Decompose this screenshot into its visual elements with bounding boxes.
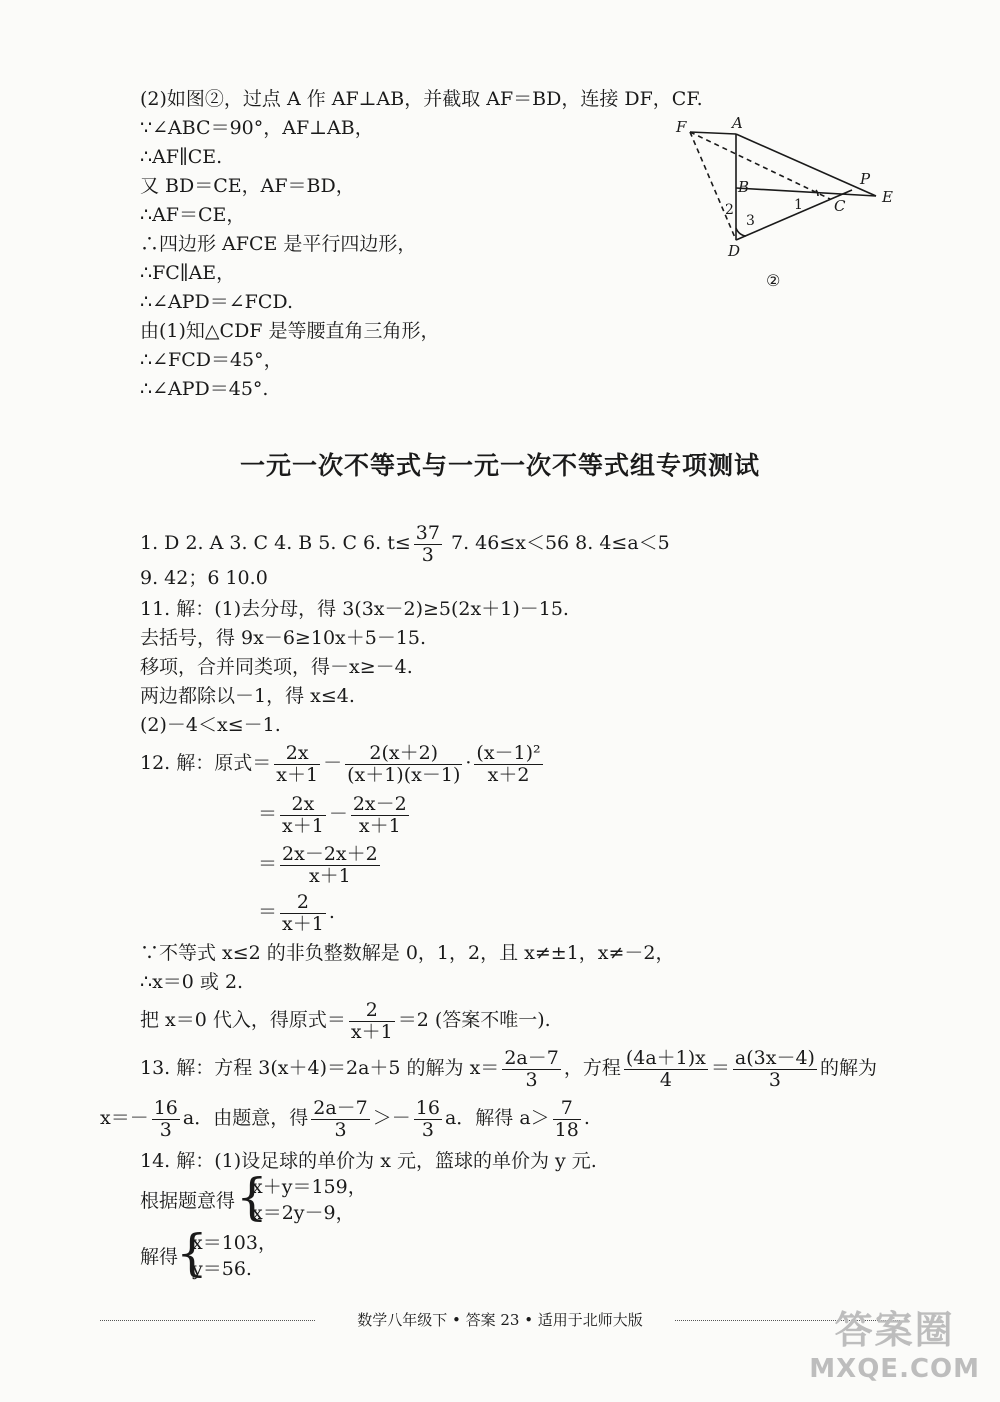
- q12-step-2: [258, 792, 412, 837]
- fraction-denominator: 3: [768, 1068, 781, 1091]
- proof-line-1: (2)如图②，过点 A 作 AF⊥AB，并截取 AF＝BD，连接 DF，CF.: [140, 88, 703, 110]
- fraction-numerator: 7: [553, 1098, 581, 1120]
- fraction-denominator: x＋1: [282, 814, 324, 837]
- fraction-numerator: (x－1)²: [476, 741, 541, 764]
- label-E: E: [882, 188, 893, 206]
- proof-line-8: ∴∠APD＝∠FCD.: [140, 291, 293, 313]
- label-angle-2: 2: [725, 202, 734, 218]
- system-row: x＋y＝159，: [252, 1176, 367, 1198]
- fraction: [280, 794, 326, 837]
- fraction: [349, 1000, 395, 1043]
- q11-line-4: 两边都除以－1，得 x≤4.: [140, 685, 355, 707]
- fraction: [474, 743, 542, 786]
- period: .: [583, 1107, 590, 1129]
- fraction-denominator: 3: [525, 1068, 538, 1091]
- fraction-numerator: 2: [280, 892, 326, 914]
- fraction: [152, 1098, 180, 1141]
- fraction-numerator: 2a－7: [313, 1096, 368, 1119]
- proof-line-4: 又 BD＝CE，AF＝BD，: [140, 175, 355, 197]
- q13-text: ，方程: [563, 1057, 621, 1079]
- q14-sys2-label: 解得: [140, 1246, 179, 1268]
- fraction-numerator: 2x: [280, 794, 326, 816]
- fraction-numerator: a(3x－4): [734, 1046, 815, 1069]
- angle-arc-D: [736, 228, 746, 236]
- operator: －: [323, 752, 343, 774]
- operator: －: [328, 803, 348, 825]
- proof-line-11: ∴∠APD＝45°.: [140, 378, 269, 400]
- equation-system-2: [176, 1224, 376, 1284]
- fraction-denominator: 3: [159, 1118, 172, 1141]
- figure-caption: ②: [766, 271, 781, 290]
- answer-6-fraction: [414, 523, 442, 566]
- segment-BE: [736, 188, 876, 196]
- proof-line-7: ∴FC∥AE，: [140, 262, 236, 284]
- label-B: B: [738, 178, 750, 196]
- q11-line-1: 11. 解：(1)去分母，得 3(3x－2)≥5(2x＋1)－15.: [140, 598, 569, 620]
- q12-step-4: [258, 890, 335, 935]
- fraction-numerator: 2: [349, 1000, 395, 1022]
- operator: ＝: [258, 803, 278, 825]
- q13-line-1: [140, 1046, 877, 1091]
- q12-line-5: ∵不等式 x≤2 的非负整数解是 0，1，2，且 x≠±1，x≠－2，: [140, 942, 675, 964]
- q13-text: a．由题意，得: [182, 1107, 309, 1129]
- system-row: x＝103，: [192, 1232, 277, 1254]
- q12-result: ＝2 (答案不唯一).: [397, 1009, 551, 1031]
- answers-7-8: 7. 46≤x＜56 8. 4≤a＜5: [450, 532, 670, 554]
- operator: ·: [465, 752, 472, 774]
- footer-rule-left: [100, 1320, 315, 1321]
- q13-text: 13. 解：方程 3(x＋4)＝2a＋5 的解为 x＝: [140, 1057, 500, 1079]
- q12-step-3: [258, 842, 383, 887]
- q13-text: x＝－: [100, 1107, 149, 1129]
- proof-line-6: ∴四边形 AFCE 是平行四边形，: [140, 233, 417, 255]
- q11-line-3: 移项，合并同类项，得－x≥－4.: [140, 656, 413, 678]
- label-A: A: [732, 114, 743, 132]
- label-angle-3: 3: [746, 213, 755, 229]
- q13-text: 的解为: [819, 1057, 877, 1079]
- proof-line-3: ∴AF∥CE.: [140, 146, 223, 168]
- proof-line-10: ∴∠FCD＝45°，: [140, 349, 283, 371]
- q14-line-1: 14. 解：(1)设足球的单价为 x 元，篮球的单价为 y 元.: [140, 1150, 597, 1172]
- watermark-bottom: MXQE.COM: [809, 1354, 980, 1384]
- fraction-numerator: 16: [153, 1096, 178, 1119]
- q12-substitution: 把 x＝0 代入，得原式＝: [140, 1009, 346, 1031]
- segment-FA: [690, 132, 736, 134]
- operator: ＞－: [372, 1107, 411, 1129]
- system-row: x＝2y－9，: [252, 1202, 355, 1224]
- fraction-numerator: 2x－2: [352, 792, 407, 815]
- fraction-denominator: (x＋1)(x－1): [347, 763, 461, 786]
- answers-1-6: 1. D 2. A 3. C 4. B 5. C 6. t≤: [140, 532, 411, 554]
- fraction-numerator: (4a＋1)x: [625, 1046, 706, 1069]
- fraction: [345, 743, 462, 786]
- watermark-top: 答案圈: [834, 1308, 955, 1352]
- fraction-numerator: 2x: [274, 743, 320, 765]
- operator: ＝: [258, 901, 278, 923]
- section-title: 一元一次不等式与一元一次不等式组专项测试: [239, 451, 760, 480]
- fraction-numerator: 2x－2x＋2: [282, 842, 378, 865]
- proof-line-2: ∵∠ABC＝90°，AF⊥AB，: [140, 117, 374, 139]
- period: .: [328, 901, 335, 923]
- fraction: [280, 892, 326, 935]
- proof-line-9: 由(1)知△CDF 是等腰直角三角形，: [140, 320, 440, 342]
- answers-row-2: 9. 42；6 10.0: [140, 567, 268, 589]
- q12-line-7: [140, 998, 551, 1043]
- fraction: [733, 1048, 817, 1091]
- label-C: C: [834, 197, 846, 215]
- q11-line-5: (2)－4＜x≤－1.: [140, 714, 281, 736]
- fraction-denominator: x＋1: [282, 912, 324, 935]
- q13-text: a．解得 a＞: [444, 1107, 550, 1129]
- q11-line-2: 去括号，得 9x－6≥10x＋5－15.: [140, 627, 427, 649]
- equation-system-1: [236, 1168, 436, 1228]
- answers-row-1: [140, 522, 670, 566]
- q12-prefix: 12. 解：原式＝: [140, 752, 272, 774]
- q12-step-1: [140, 741, 546, 786]
- watermark: [809, 1299, 980, 1384]
- fraction-denominator: 18: [554, 1118, 579, 1141]
- q12-line-6: ∴x＝0 或 2.: [140, 971, 244, 993]
- geometry-figure: [670, 110, 910, 295]
- footer-text: 数学八年级下 • 答案 23 • 适用于北师大版: [351, 1311, 649, 1329]
- fraction-numerator: 2a－7: [504, 1046, 559, 1069]
- fraction-denominator: 3: [334, 1118, 347, 1141]
- fraction-numerator: 16: [415, 1096, 440, 1119]
- proof-line-5: ∴AF＝CE，: [140, 204, 246, 226]
- q14-sys1-label: 根据题意得: [140, 1190, 236, 1212]
- fraction: [274, 743, 320, 786]
- operator: ＝: [258, 853, 278, 875]
- fraction-denominator: x＋1: [358, 814, 401, 837]
- fraction-denominator: 4: [659, 1068, 672, 1091]
- fraction: [553, 1098, 581, 1141]
- fraction-denominator: x＋1: [308, 864, 351, 887]
- fraction: [502, 1048, 561, 1091]
- fraction-numerator: 37: [415, 521, 440, 544]
- fraction: [311, 1098, 370, 1141]
- label-D: D: [728, 242, 741, 260]
- fraction: [624, 1048, 708, 1091]
- label-angle-1: 1: [794, 197, 803, 213]
- fraction: [280, 844, 380, 887]
- brace: {: [176, 1224, 208, 1282]
- q13-line-2: [100, 1096, 590, 1141]
- fraction-denominator: 3: [421, 543, 434, 566]
- fraction-denominator: x＋1: [350, 1020, 393, 1043]
- fraction: [414, 1098, 442, 1141]
- fraction-numerator: 2(x＋2): [345, 743, 462, 765]
- operator: ＝: [710, 1057, 730, 1079]
- fraction: [351, 794, 409, 837]
- label-F: F: [676, 118, 687, 136]
- fraction-denominator: 3: [421, 1118, 434, 1141]
- fraction-denominator: x＋2: [487, 763, 530, 786]
- fraction-denominator: x＋1: [276, 763, 319, 786]
- page-footer: [100, 1308, 900, 1332]
- system-row: y＝56.: [192, 1258, 252, 1280]
- segment-FD: [690, 132, 736, 240]
- brace: {: [236, 1168, 268, 1226]
- label-P: P: [860, 170, 871, 188]
